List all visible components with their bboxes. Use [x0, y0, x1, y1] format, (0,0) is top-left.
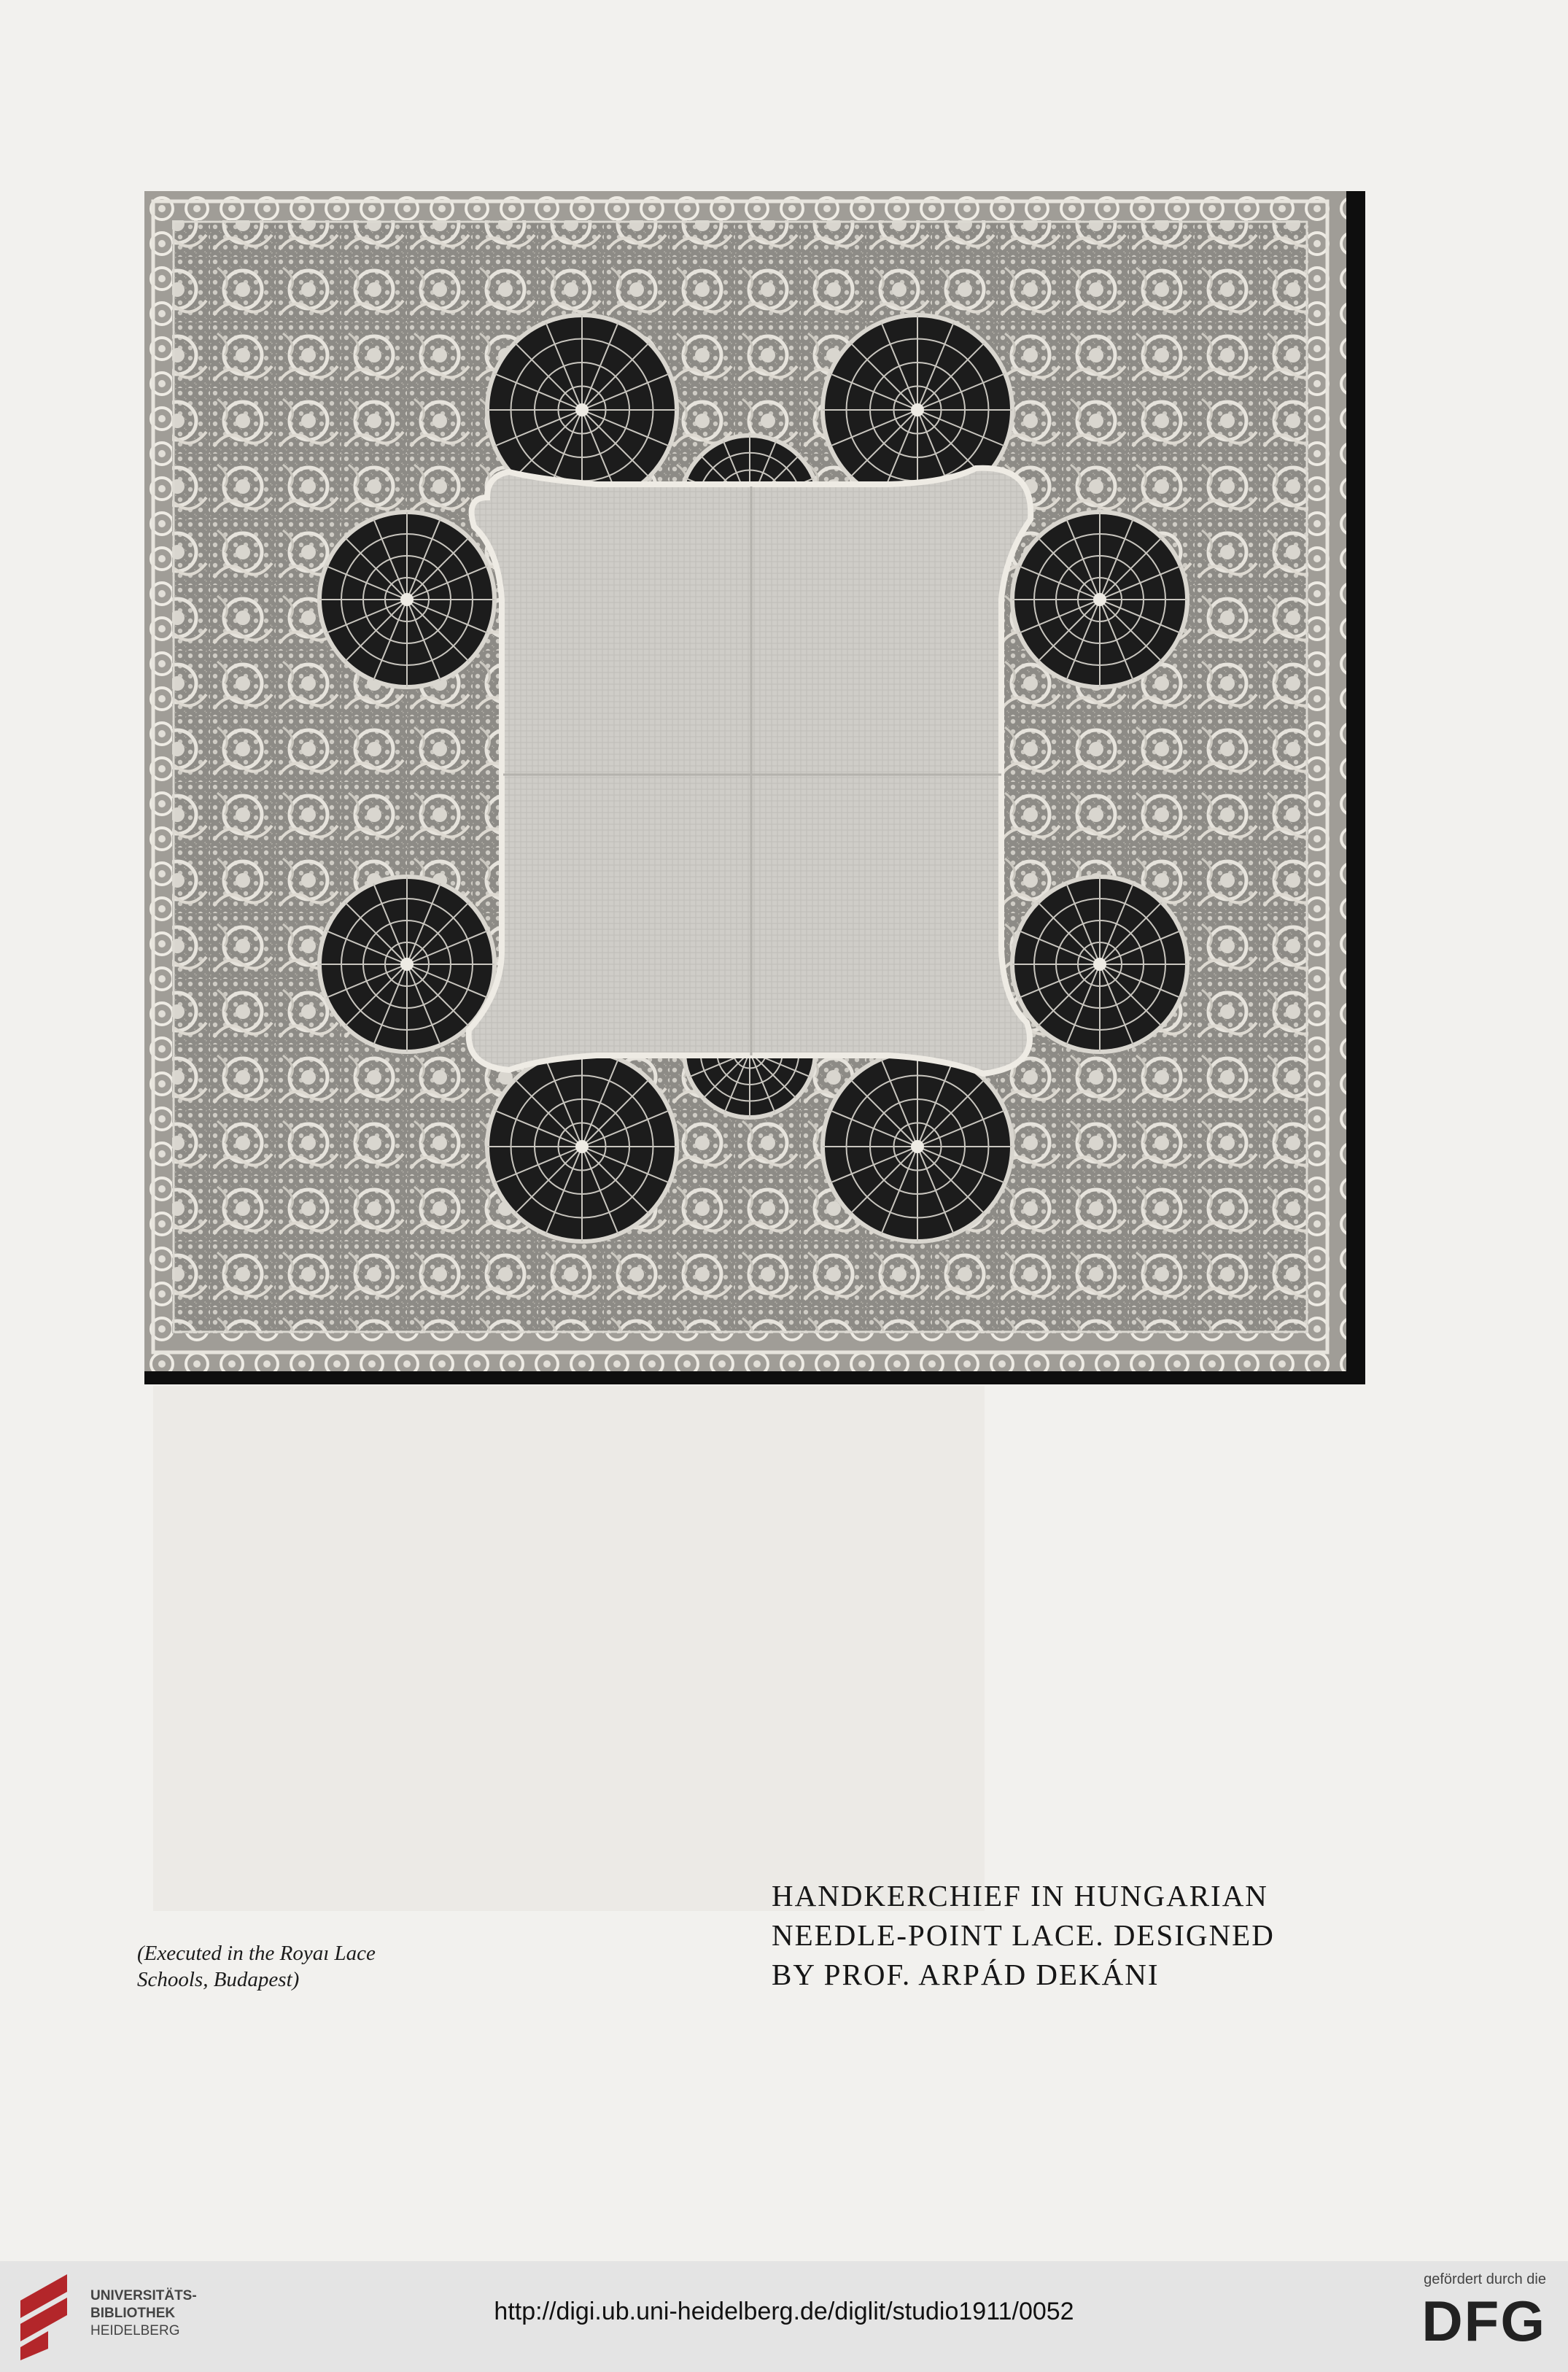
permalink-url[interactable]: http://digi.ub.uni-heidelberg.de/diglit/studio1911/0052 — [494, 2298, 1074, 2325]
lace-handkerchief-photo — [144, 191, 1365, 1384]
lace-flower — [823, 1052, 1012, 1241]
lace-handkerchief-image — [144, 191, 1365, 1384]
library-name-line-2: BIBLIOTHEK — [90, 2306, 176, 2321]
plate-title-line-3: BY PROF. ARPÁD DEKÁNI — [772, 1958, 1160, 1991]
plate-title-line-1: HANDKERCHIEF IN HUNGARIAN — [772, 1879, 1268, 1912]
lace-flower — [319, 512, 494, 687]
plate-title — [772, 1876, 1361, 1994]
lace-flower — [1012, 512, 1187, 687]
plate-credit-line-2: Schools, Budapest) — [137, 1968, 300, 1991]
lace-flower — [319, 877, 494, 1052]
library-name-line-3: HEIDELBERG — [90, 2323, 180, 2338]
lace-flower — [487, 1052, 677, 1241]
plate-credit — [137, 1940, 443, 1993]
lace-flower — [1012, 877, 1187, 1052]
plate-title-line-2: NEEDLE-POINT LACE. DESIGNED — [772, 1918, 1275, 1952]
funder-block — [1378, 2271, 1546, 2354]
plate-credit-line-1: (Executed in the Royaı Lace — [137, 1942, 376, 1965]
library-name-line-1: UNIVERSITÄTS- — [90, 2288, 197, 2303]
dfg-logo: DFG — [1421, 2289, 1546, 2353]
show-through-shade — [153, 1386, 985, 1911]
funding-label: gefördert durch die — [1424, 2271, 1546, 2287]
footer-bar — [0, 2261, 1568, 2372]
